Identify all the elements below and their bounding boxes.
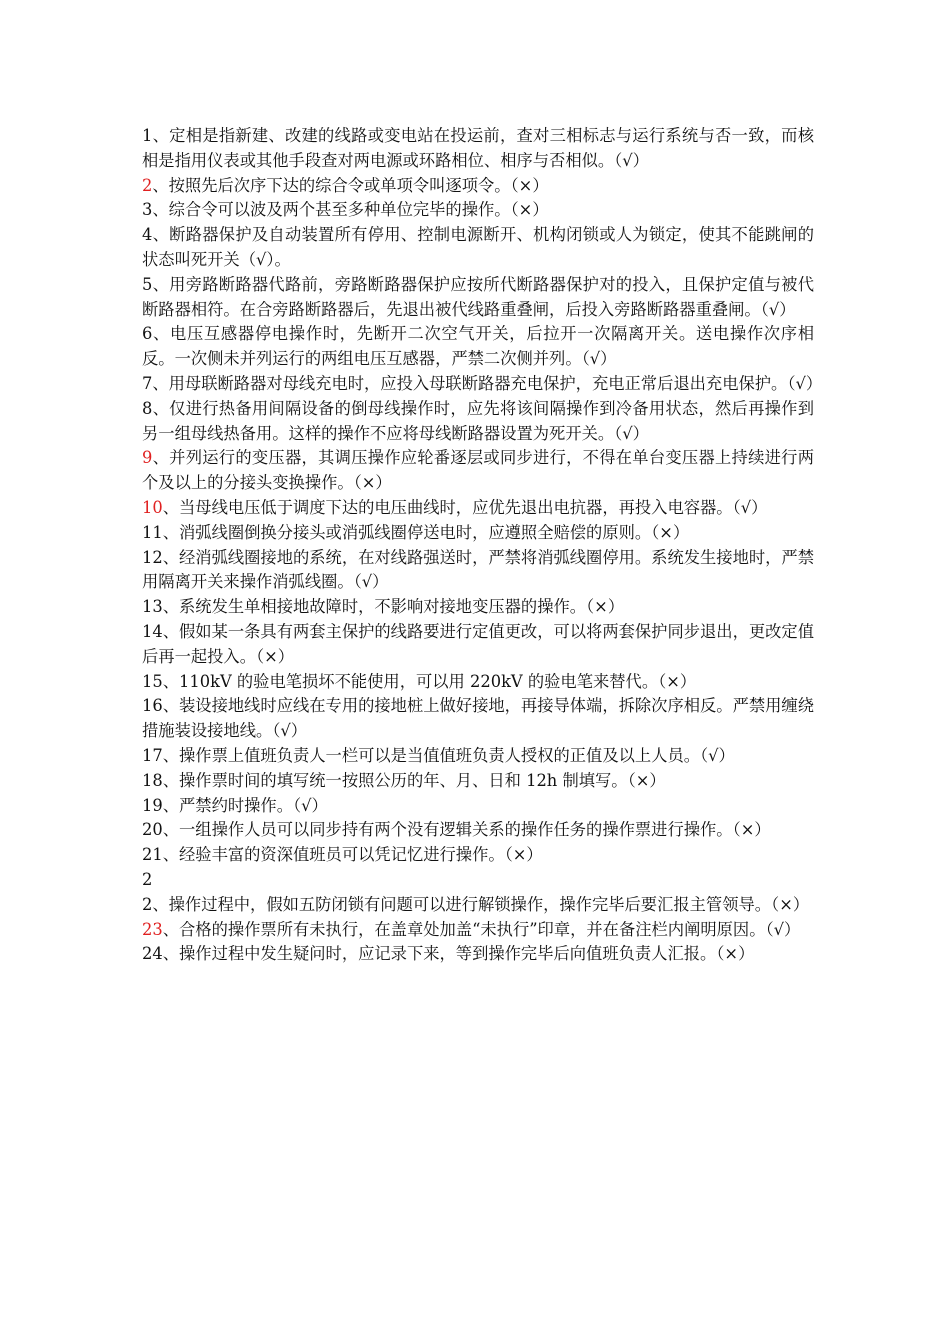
item-text: 、定相是指新建、改建的线路或变电站在投运前，查对三相标志与运行系统与否一致，而核相是指用仪表或其他手段查对两电源或环路相位、相序与否相似。（√） xyxy=(142,126,814,170)
item-text: 、操作票上值班负责人一栏可以是当值值班负责人授权的正值及以上人员。（√） xyxy=(162,745,735,765)
item-text: 、合格的操作票所有未执行，在盖章处加盖“未执行”印章，并在备注栏内阐明原因。（√） xyxy=(162,919,801,939)
item-number: 10 xyxy=(142,497,163,517)
item-text: 、110kV 的验电笔损坏不能使用，可以用 220kV 的验电笔来替代。（×） xyxy=(162,671,697,691)
item-number: 3 xyxy=(142,200,153,220)
item-number: 15 xyxy=(142,671,163,691)
item-number: 16 xyxy=(142,696,163,716)
item-number: 21 xyxy=(142,845,163,865)
item-text: 、用母联断路器对母线充电时，应投入母联断路器充电保护，充电正常后退出充电保护。（√） xyxy=(152,373,823,393)
item-text: 、电压互感器停电操作时，先断开二次空气开关，后拉开一次隔离开关。送电操作次序相反。一次侧未并列运行的两组电压互感器，严禁二次侧并列。（√） xyxy=(142,324,814,369)
list-item xyxy=(142,620,814,670)
list-item xyxy=(142,322,814,372)
list-item xyxy=(142,843,814,868)
list-item xyxy=(142,769,814,794)
item-number: 18 xyxy=(142,770,163,790)
item-number: 5 xyxy=(142,274,153,294)
item-number: 22 xyxy=(142,869,153,914)
item-text: 、仅进行热备用间隔设备的倒母线操作时，应先将该间隔操作到冷备用状态，然后再操作到另一组母线热备用。这样的操作不应将母线断路器设置为死开关。（√） xyxy=(142,398,814,443)
item-number: 14 xyxy=(142,621,163,641)
list-item xyxy=(142,496,814,521)
item-number: 2 xyxy=(142,175,153,195)
item-number: 12 xyxy=(142,547,163,567)
item-text: 、操作票时间的填写统一按照公历的年、月、日和 12h 制填写。（×） xyxy=(162,770,666,790)
item-text: 、操作过程中发生疑问时，应记录下来，等到操作完毕后向值班负责人汇报。（×） xyxy=(162,944,755,964)
item-text: 、综合令可以波及两个甚至多种单位完毕的操作。（×） xyxy=(152,200,549,220)
list-item xyxy=(142,868,814,918)
item-number: 8 xyxy=(142,398,153,418)
list-item xyxy=(142,124,814,174)
item-number: 13 xyxy=(142,597,163,617)
item-text: 、装设接地线时应线在专用的接地桩上做好接地，再接导体端，拆除次序相反。严禁用缠绕措施装设接地线。（√） xyxy=(142,696,814,741)
list-item xyxy=(142,174,814,199)
item-number: 23 xyxy=(142,919,163,939)
list-item xyxy=(142,521,814,546)
list-item xyxy=(142,595,814,620)
list-item xyxy=(142,446,814,496)
item-text: 、系统发生单相接地故障时，不影响对接地变压器的操作。（×） xyxy=(162,597,625,617)
item-number: 7 xyxy=(142,373,153,393)
item-number: 20 xyxy=(142,820,163,840)
list-item xyxy=(142,794,814,819)
list-item xyxy=(142,670,814,695)
item-text: 、并列运行的变压器，其调压操作应轮番逐层或同步进行，不得在单台变压器上持续进行两个及以上的分接头变换操作。（×） xyxy=(142,448,814,493)
list-item xyxy=(142,694,814,744)
item-number: 1 xyxy=(142,126,153,145)
list-item xyxy=(142,223,814,273)
item-text: 、假如某一条具有两套主保护的线路要进行定值更改，可以将两套保护同步退出，更改定值后再一起投入。（×） xyxy=(142,621,814,666)
item-number: 4 xyxy=(142,225,153,245)
list-item xyxy=(142,942,814,967)
list-item xyxy=(142,546,814,596)
item-text: 、经消弧线圈接地的系统，在对线路强送时，严禁将消弧线圈停用。系统发生接地时，严禁用隔离开关来操作消弧线圈。（√） xyxy=(142,547,814,592)
item-number: 11 xyxy=(142,522,163,542)
document-page xyxy=(142,124,823,967)
item-text: 、严禁约时操作。（√） xyxy=(162,795,328,815)
item-text: 、一组操作人员可以同步持有两个没有逻辑关系的操作任务的操作票进行操作。（×） xyxy=(162,820,771,840)
item-number: 9 xyxy=(142,448,153,468)
list-item xyxy=(142,273,814,323)
list-item xyxy=(142,372,823,397)
item-text: 、操作过程中，假如五防闭锁有问题可以进行解锁操作，操作完毕后要汇报主管领导。（×） xyxy=(152,894,810,914)
item-text: 、当母线电压低于调度下达的电压曲线时，应优先退出电抗器，再投入电容器。（√） xyxy=(162,497,768,517)
list-item xyxy=(142,198,814,223)
item-text: 、断路器保护及自动装置所有停用、控制电源断开、机构闭锁或人为锁定，使其不能跳闸的状态叫死开关（√）。 xyxy=(142,225,814,269)
item-number: 24 xyxy=(142,944,163,964)
list-item xyxy=(142,397,814,447)
item-number: 19 xyxy=(142,795,163,815)
item-text: 、消弧线圈倒换分接头或消弧线圈停送电时，应遵照全赔偿的原则。（×） xyxy=(162,522,690,542)
item-text: 、经验丰富的资深值班员可以凭记忆进行操作。（×） xyxy=(162,845,543,865)
list-item xyxy=(142,918,814,943)
item-text: 、用旁路断路器代路前，旁路断路器保护应按所代断路器保护对的投入，且保护定值与被代断路器相符。在合旁路断路器后，先退出被代线路重叠闸，后投入旁路断路器重叠闸。（√） xyxy=(142,274,814,319)
list-item xyxy=(142,744,814,769)
item-number: 17 xyxy=(142,745,163,765)
item-text: 、按照先后次序下达的综合令或单项令叫逐项令。（×） xyxy=(152,175,549,195)
list-item xyxy=(142,818,814,843)
item-number: 6 xyxy=(142,324,153,344)
